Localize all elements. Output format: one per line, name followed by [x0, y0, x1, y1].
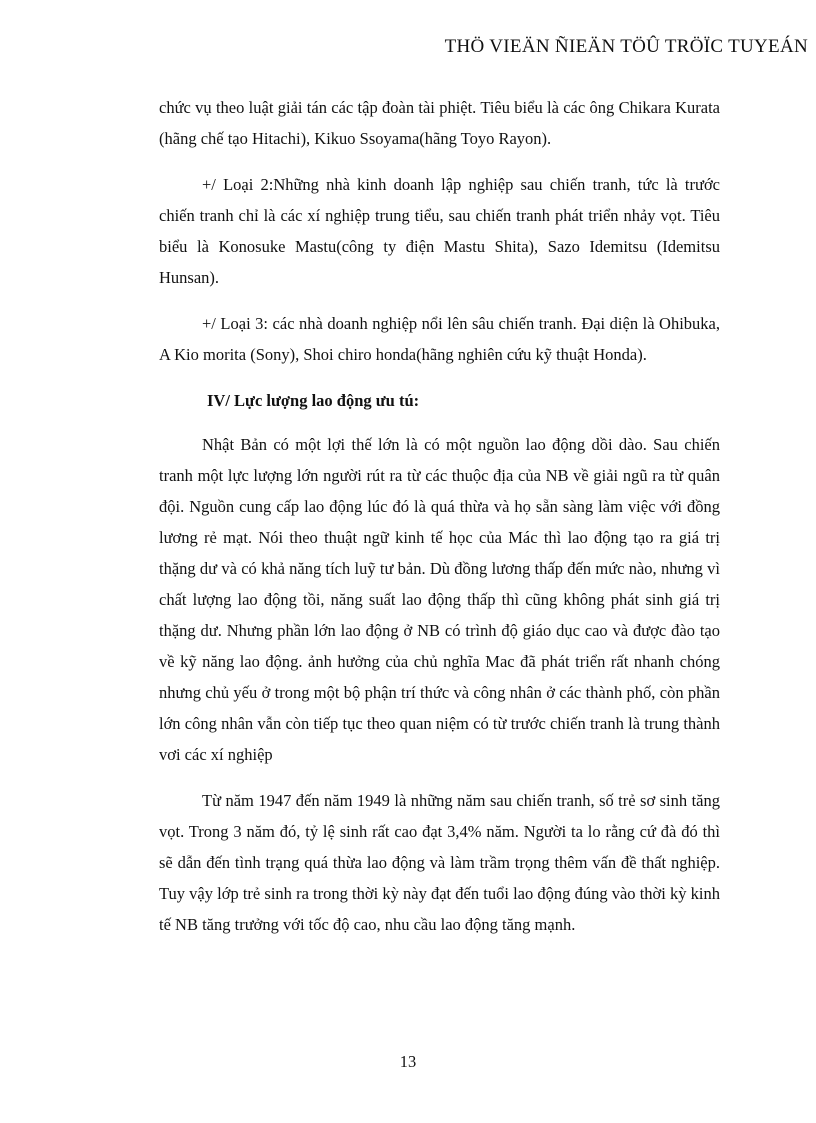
paragraph-continued: chức vụ theo luật giải tán các tập đoàn tài phiệt. Tiêu biểu là các ông Chikara Kurata (hãng chế tạo Hitachi), Kikuo Ssoyama(hãng Toyo Rayon). — [159, 98, 720, 148]
running-header: THÖ VIEÄN ÑIEÄN TÖÛ TRÖÏC TUYEÁN — [444, 36, 808, 57]
paragraph-labor-force: Nhật Bản có một lợi thế lớn là có một nguồn lao động dồi dào. Sau chiến tranh một lực lượng lớn người rút ra từ các thuộc địa của NB về giải ngũ ra từ quân đội. Nguồn cung cấp lao động lúc đó là quá thừa và họ sẵn sàng làm việc với đồng lương rẻ mạt. Nói theo thuật ngữ kinh tế học của Mác thì lao động tạo ra giá trị thặng dư và có khả năng tích luỹ tư bản. Dù đồng lương thấp đến mức nào, nhưng vì chất lượng lao động tồi, năng suất lao động thấp thì cũng không phát sinh giá trị thặng dư. Nhưng phần lớn lao động ở NB có trình độ giáo dục cao và được đào tạo về kỹ năng lao động. ảnh hưởng của chủ nghĩa Mac đã phát triển rất nhanh chóng nhưng chủ yếu ở trong một bộ phận trí thức và công nhân ở các thành phố, còn phần lớn công nhân vẫn còn tiếp tục theo quan niệm có từ trước chiến tranh là trung thành vơi các xí nghiệp — [159, 435, 720, 764]
paragraph-birth-rate: Từ năm 1947 đến năm 1949 là những năm sau chiến tranh, số trẻ sơ sinh tăng vọt. Trong 3 năm đó, tỷ lệ sinh rất cao đạt 3,4% năm. Người ta lo rằng cứ đà đó thì sẽ dẫn đến tình trạng quá thừa lao động và làm trầm trọng thêm vấn đề thất nghiệp. Tuy vậy lớp trẻ sinh ra trong thời kỳ này đạt đến tuổi lao động đúng vào thời kỳ kinh tế NB tăng trưởng với tốc độ cao, nhu cầu lao động tăng mạnh. — [159, 791, 720, 934]
section-heading: IV/ Lực lượng lao động ưu tú: — [207, 391, 420, 410]
paragraph-type-3: +/ Loại 3: các nhà doanh nghiệp nổi lên sâu chiến tranh. Đại diện là Ohibuka, A Kio morita (Sony), Shoi chiro honda(hãng nghiên cứu kỹ thuật Honda). — [159, 314, 720, 364]
document-body — [159, 92, 720, 955]
page-number: 13 — [399, 1052, 417, 1071]
paragraph-type-2: +/ Loại 2:Những nhà kinh doanh lập nghiệp sau chiến tranh, tức là trước chiến tranh chỉ là các xí nghiệp trung tiểu, sau chiến tranh phát triển nhảy vọt. Tiêu biểu là Konosuke Mastu(công ty điện Mastu Shita), Sazo Idemitsu (Idemitsu Hunsan). — [159, 175, 720, 287]
